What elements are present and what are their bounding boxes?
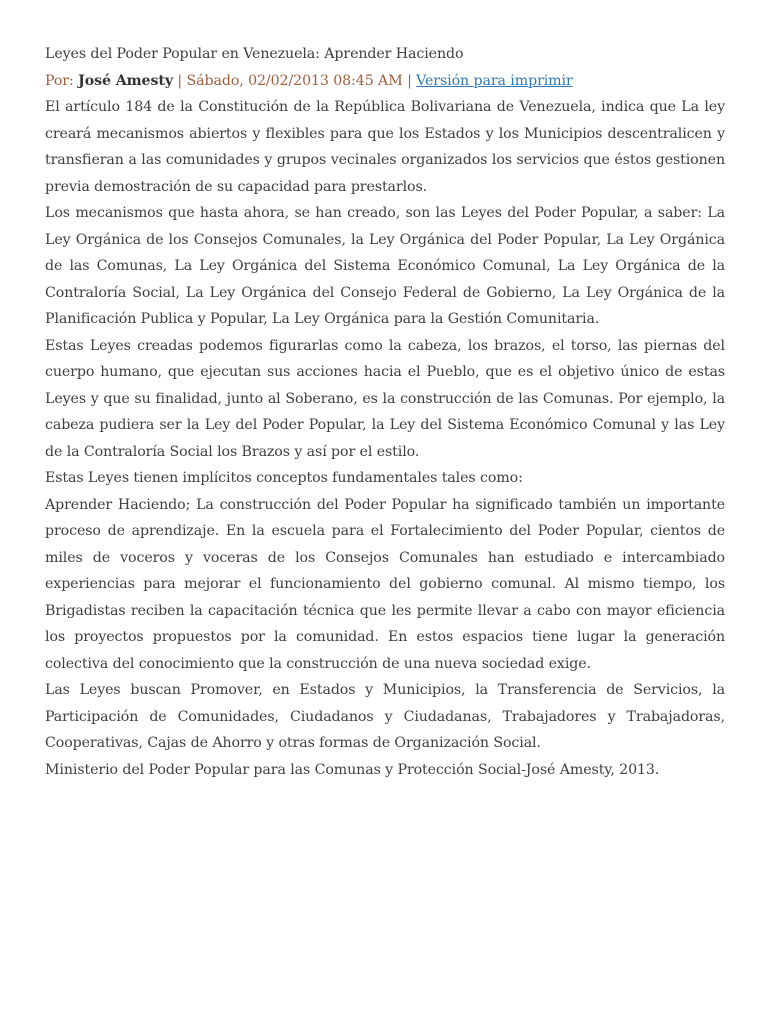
byline-date: Sábado, 02/02/2013 08:45 AM (186, 72, 403, 89)
article (45, 41, 725, 783)
paragraph: Los mecanismos que hasta ahora, se han creado, son las Leyes del Poder Popular, a saber: La Ley Orgánica de los Consejos Comunales, la Ley Orgánica del Poder Popular, La Ley Orgánica de las Comunas, La Ley Orgánica del Sistema Económico Comunal, La Ley Orgánica de la Contraloría Social, La Ley Orgánica del Consejo Federal de Gobierno, La Ley Orgánica de la Planificación Publica y Popular, La Ley Orgánica para la Gestión Comunitaria. (45, 205, 725, 327)
paragraph: Estas Leyes creadas podemos figurarlas como la cabeza, los brazos, el torso, las piernas del cuerpo humano, que ejecutan sus acciones hacia el Pueblo, que es el objetivo único de estas Leyes y que su finalidad, junto al Soberano, es la construcción de las Comunas. Por ejemplo, la cabeza pudiera ser la Ley del Poder Popular, la Ley del Sistema Económico Comunal y las Ley de la Contraloría Social los Brazos y así por el estilo. (45, 337, 725, 460)
byline-separator: | (407, 72, 412, 89)
article-byline (45, 68, 725, 95)
paragraph: Las Leyes buscan Promover, en Estados y Municipios, la Transferencia de Servicios, la Participación de Comunidades, Ciudadanos y Ciudadanas, Trabajadores y Trabajadoras, Cooperativas, Cajas de Ahorro y otras formas de Organización Social. (45, 682, 725, 751)
print-version-link[interactable]: Versión para imprimir (416, 72, 573, 89)
paragraph: Ministerio del Poder Popular para las Comunas y Protección Social-José Amesty, 2013. (45, 761, 660, 778)
article-title: Leyes del Poder Popular en Venezuela: Aprender Haciendo (45, 46, 464, 62)
byline-separator: | (177, 72, 183, 89)
byline-author: José Amesty (78, 72, 173, 89)
paragraph: Estas Leyes tienen implícitos conceptos fundamentales tales como: (45, 470, 523, 486)
paragraph: El artículo 184 de la Constitución de la República Bolivariana de Venezuela, indica que La ley creará mecanismos abiertos y flexibles para que los Estados y los Municipios descentralicen y transfieran a las comunidades y grupos vecinales organizados los servicios que éstos gestionen previa demostración de su capacidad para prestarlos. (45, 99, 725, 195)
paragraph: Aprender Haciendo; La construcción del Poder Popular ha significado también un importante proceso de aprendizaje. En la escuela para el Fortalecimiento del Poder Popular, cientos de miles de voceros y voceras de los Consejos Comunales han estudiado e intercambiado experiencias para mejorar el funcionamiento del gobierno comunal. Al mismo tiempo, los Brigadistas reciben la capacitación técnica que les permite llevar a cabo con mayor eficiencia los proyectos propuestos por la comunidad. En estos espacios tiene lugar la generación colectiva del conocimiento que la construcción de una nueva sociedad exige. (45, 496, 725, 672)
byline-prefix: Por: (45, 72, 74, 89)
